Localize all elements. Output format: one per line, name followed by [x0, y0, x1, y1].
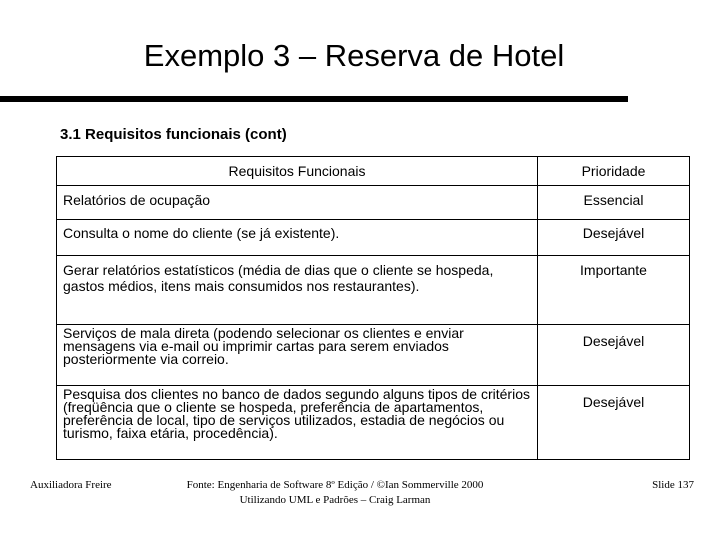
requirements-table [56, 156, 690, 460]
table-row [57, 186, 690, 220]
requirement-cell: Serviços de mala direta (podendo selecionar os clientes e enviar mensagens via e-mail ou imprimir cartas para serem enviados posteriormente via correio. [57, 325, 538, 386]
table-row [57, 325, 690, 386]
requirement-cell: Gerar relatórios estatísticos (média de dias que o cliente se hospeda, gastos médios, itens mais consumidos nos restaurantes). [57, 256, 538, 325]
table-header-row [57, 157, 690, 186]
column-header-priority: Prioridade [538, 157, 690, 186]
slide-title: Exemplo 3 – Reserva de Hotel [143, 38, 565, 73]
requirement-cell: Relatórios de ocupação [57, 186, 538, 220]
footer-source-line-2: Utilizando UML e Padrões – Craig Larman [239, 494, 431, 506]
priority-cell: Desejável [538, 386, 690, 460]
title-divider [0, 96, 628, 102]
table-row [57, 256, 690, 325]
requirement-cell: Consulta o nome do cliente (se já existente). [57, 220, 538, 256]
table-row [57, 386, 690, 460]
footer-source-line-1: Fonte: Engenharia de Software 8º Edição / ©Ian Sommerville 2000 [186, 479, 484, 491]
priority-cell: Essencial [538, 186, 690, 220]
section-heading: 3.1 Requisitos funcionais (cont) [60, 126, 287, 143]
footer-source [170, 478, 500, 508]
priority-cell: Importante [538, 256, 690, 325]
column-header-requirements: Requisitos Funcionais [57, 157, 538, 186]
footer-slide-number: Slide 137 [652, 479, 694, 491]
table-row [57, 220, 690, 256]
footer-author: Auxiliadora Freire [30, 479, 112, 491]
requirement-cell: Pesquisa dos clientes no banco de dados segundo alguns tipos de critérios (freqüência que o cliente se hospeda, preferência de apartamentos, preferência de local, tipo de serviços utilizados, estadia de negócios ou turismo, faixa etária, procedência). [57, 386, 538, 460]
priority-cell: Desejável [538, 325, 690, 386]
priority-cell: Desejável [538, 220, 690, 256]
